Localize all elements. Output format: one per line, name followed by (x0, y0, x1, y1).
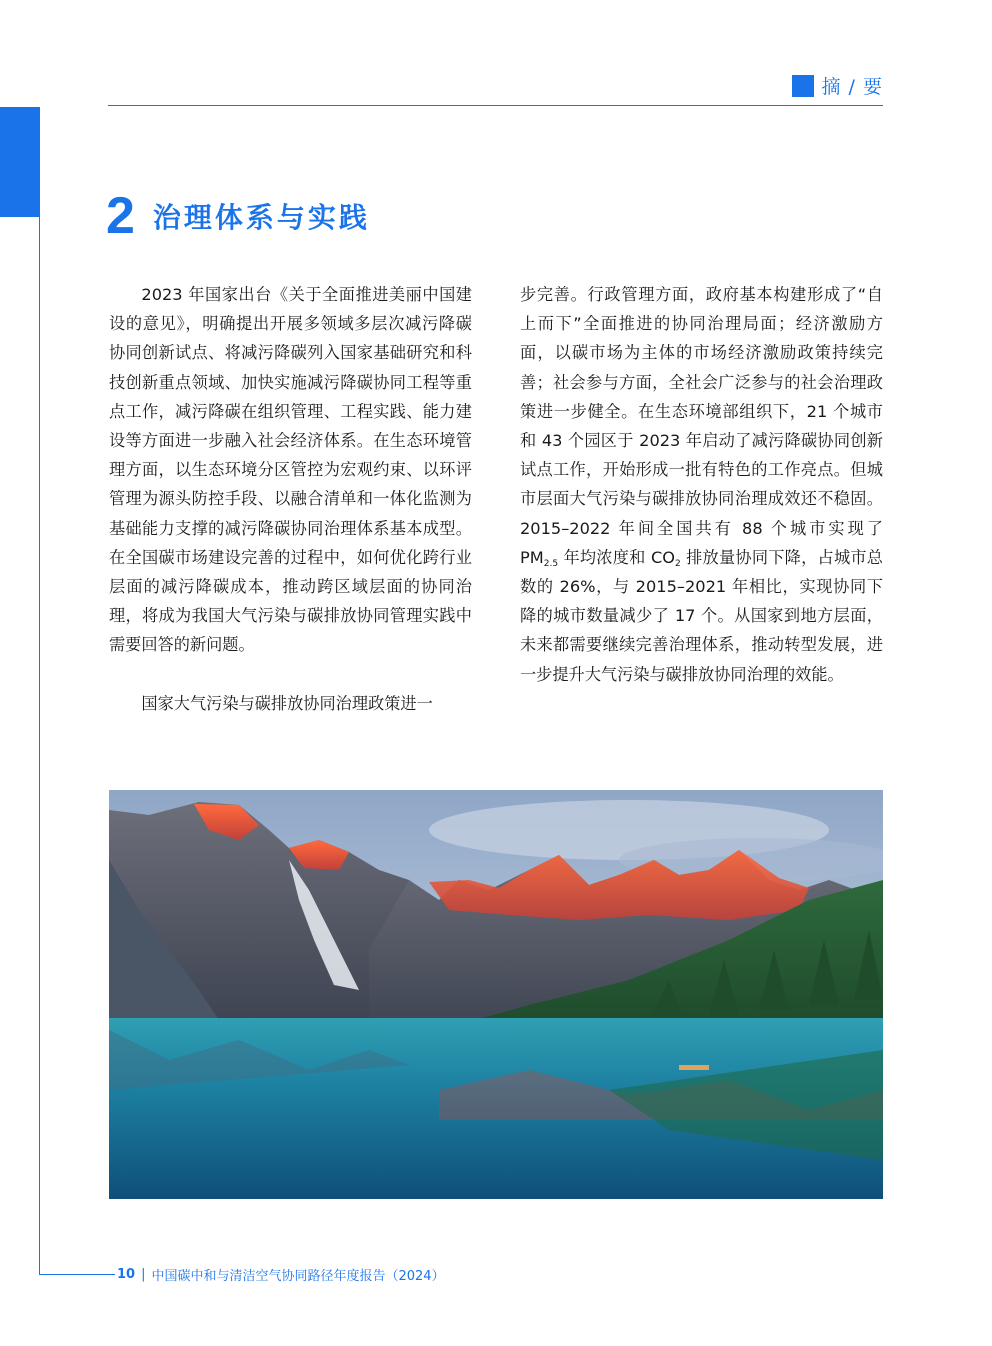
right-column (520, 280, 883, 689)
mountain-lake-photo (109, 790, 883, 1199)
side-rule (39, 217, 40, 1275)
side-accent-tab (0, 107, 40, 217)
header-rule (108, 105, 883, 106)
page-footer (117, 1265, 445, 1284)
header-label-text: 摘 / 要 (821, 76, 883, 98)
section-title: 治理体系与实践 (152, 201, 370, 234)
header-label (792, 72, 883, 99)
section-number: 2 (106, 187, 135, 245)
footer-separator: | (141, 1267, 146, 1282)
paragraph: 2023 年国家出台《关于全面推进美丽中国建设的意见》，明确提出开展多领域多层次减污降碳协同创新试点、将减污降碳列入国家基础研究和科技创新重点领域、加快实施减污降碳协同工程等重点工作，减污降碳在组织管理、工程实践、能力建设等方面进一步融入社会经济体系。在生态环境管理方面，以生态环境分区管控为宏观约束、以环评管理为源头防控手段、以融合清单和一体化监测为基础能力支撑的减污降碳协同治理体系基本成型。在全国碳市场建设完善的过程中，如何优化跨行业层面的减污降碳成本，推动跨区域层面的协同治理，将成为我国大气污染与碳排放协同管理实践中需要回答的新问题。 (109, 285, 472, 655)
co2-subscript: 2 (675, 558, 681, 569)
report-title: 中国碳中和与清洁空气协同路径年度报告（2024） (151, 1269, 445, 1284)
paragraph: 步完善。行政管理方面，政府基本构建形成了“自上而下”全面推进的协同治理局面；经济激励方面，以碳市场为主体的市场经济激励政策持续完善；社会参与方面，全社会广泛参与的社会治理政策进一步健全。在生态环境部组织下，21 个城市和 43 个园区于 2023 年启动了减污降碳协同创新试点工作，开始形成一批有特色的工作亮点。但城市层面大气污染与碳排放协同治理成效还不稳固。2015–2022 年间全国共有 88 个城市实现了 $PM_{2.5}$ 年均浓度和 $CO_2$ 排放量协同下降，占城市总数的 26%，与 2015–2021 年相比，实现协同下降的城市数量减少了 17 个。从国家到地方层面，未来都需要继续完善治理体系，推动转型发展，进一步提升大气污染与碳排放协同治理的效能。 (520, 285, 883, 684)
left-column (109, 280, 472, 718)
page-number: 10 (117, 1267, 136, 1282)
header-square-icon (792, 75, 814, 97)
footer-rule (39, 1274, 115, 1275)
paragraph: 国家大气污染与碳排放协同治理政策进一 (141, 693, 433, 713)
pm-subscript: 2.5 (543, 558, 559, 569)
section-heading (106, 187, 370, 245)
